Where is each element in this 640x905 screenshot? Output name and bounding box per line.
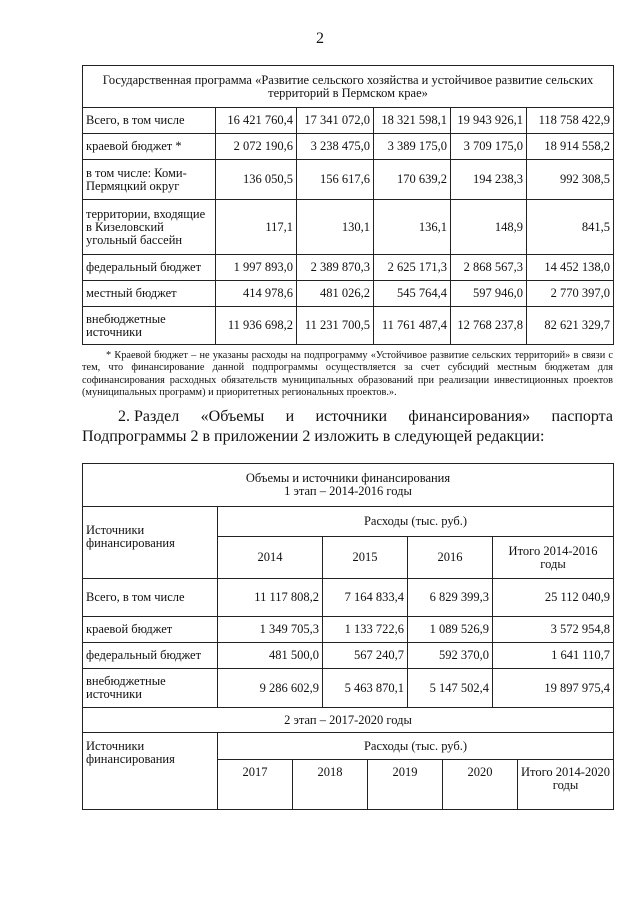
cell: 481 026,2 [297, 281, 374, 307]
cell: 136 050,5 [216, 160, 297, 200]
cell: 3 572 954,8 [493, 617, 614, 643]
word: и [285, 408, 295, 425]
subprogram-stage2-table [82, 732, 614, 810]
cell: 1 997 893,0 [216, 255, 297, 281]
sources-header: Источники финансирования [83, 507, 218, 579]
row-label: краевой бюджет * [83, 134, 216, 160]
cell: 14 452 138,0 [527, 255, 614, 281]
title-line-1: Объемы и источники финансирования [245, 471, 451, 485]
title-line-2: 1 этап – 2014-2016 годы [284, 484, 412, 498]
cell: 1 133 722,6 [323, 617, 408, 643]
table-row [83, 160, 614, 200]
year-header: 2018 [293, 760, 368, 810]
cell: 841,5 [527, 200, 614, 255]
cell: 11 936 698,2 [216, 307, 297, 345]
cell: 1 089 526,9 [408, 617, 493, 643]
row-label: внебюджетные источники [83, 307, 216, 345]
footnote [82, 350, 613, 399]
program-title: Государственная программа «Развитие сельского хозяйства и устойчивое развитие сельских территорий в Пермском крае» [83, 66, 614, 108]
cell: 82 621 329,7 [527, 307, 614, 345]
cell: 9 286 602,9 [218, 669, 323, 708]
cell: 19 897 975,4 [493, 669, 614, 708]
table-row [83, 134, 614, 160]
cell: 118 758 422,9 [527, 108, 614, 134]
cell: 11 231 700,5 [297, 307, 374, 345]
cell: 1 641 110,7 [493, 643, 614, 669]
footnote-text: * Краевой бюджет – не указаны расходы на подпрограмму «Устойчивое развитие сельских территорий» в связи с тем, что финансирование данной подпрограммы осуществляется за счет субсидий местным бюджетам для софинансирования расходных обязательств муниципальных образований при реализации инвестиционных проектов (муниципальных программ) и приоритетных региональных проектов.». [82, 350, 613, 398]
expenses-header: Расходы (тыс. руб.) [218, 507, 614, 537]
row-label: краевой бюджет [83, 617, 218, 643]
cell: 25 112 040,9 [493, 579, 614, 617]
cell: 6 829 399,3 [408, 579, 493, 617]
cell: 3 389 175,0 [374, 134, 451, 160]
table-row [83, 617, 614, 643]
cell: 148,9 [451, 200, 527, 255]
word: источники [315, 408, 388, 425]
table-row [83, 108, 614, 134]
program-funding-table [82, 65, 614, 345]
table-row [83, 307, 614, 345]
total-header: Итого 2014-2020 годы [518, 760, 614, 810]
year-header: 2015 [323, 537, 408, 579]
year-header: 2014 [218, 537, 323, 579]
cell: 136,1 [374, 200, 451, 255]
cell: 11 761 487,4 [374, 307, 451, 345]
cell: 2 770 397,0 [527, 281, 614, 307]
paragraph-line-1 [82, 407, 613, 427]
year-header: 2020 [443, 760, 518, 810]
year-header: 2019 [368, 760, 443, 810]
stage2-title: 2 этап – 2017-2020 годы [83, 708, 614, 733]
row-label: федеральный бюджет [83, 643, 218, 669]
cell: 19 943 926,1 [451, 108, 527, 134]
cell: 156 617,6 [297, 160, 374, 200]
cell: 992 308,5 [527, 160, 614, 200]
table-row [83, 643, 614, 669]
cell: 194 238,3 [451, 160, 527, 200]
word: паспорта [551, 408, 613, 425]
row-label: местный бюджет [83, 281, 216, 307]
cell: 18 914 558,2 [527, 134, 614, 160]
cell: 592 370,0 [408, 643, 493, 669]
cell: 2 389 870,3 [297, 255, 374, 281]
table-row [83, 579, 614, 617]
cell: 1 349 705,3 [218, 617, 323, 643]
cell: 5 147 502,4 [408, 669, 493, 708]
cell: 5 463 870,1 [323, 669, 408, 708]
table-row [83, 669, 614, 708]
cell: 117,1 [216, 200, 297, 255]
cell: 2 868 567,3 [451, 255, 527, 281]
word: «Объемы [200, 408, 265, 425]
stage1-title [83, 464, 614, 507]
table-row [83, 200, 614, 255]
expenses-header: Расходы (тыс. руб.) [218, 733, 614, 760]
cell: 2 072 190,6 [216, 134, 297, 160]
cell: 567 240,7 [323, 643, 408, 669]
cell: 11 117 808,2 [218, 579, 323, 617]
cell: 18 321 598,1 [374, 108, 451, 134]
row-label: Всего, в том числе [83, 108, 216, 134]
cell: 17 341 072,0 [297, 108, 374, 134]
table-row [83, 281, 614, 307]
year-header: 2017 [218, 760, 293, 810]
cell: 3 238 475,0 [297, 134, 374, 160]
row-label: внебюджетные источники [83, 669, 218, 708]
word: финансирования» [408, 408, 531, 425]
cell: 7 164 833,4 [323, 579, 408, 617]
table-row [83, 255, 614, 281]
cell: 16 421 760,4 [216, 108, 297, 134]
word: 2. Раздел [118, 408, 180, 425]
subprogram-stage1-table [82, 463, 614, 733]
cell: 414 978,6 [216, 281, 297, 307]
cell: 2 625 171,3 [374, 255, 451, 281]
row-label: федеральный бюджет [83, 255, 216, 281]
row-label: территории, входящие в Кизеловский угольный бассейн [83, 200, 216, 255]
page-number: 2 [316, 30, 324, 47]
cell: 481 500,0 [218, 643, 323, 669]
row-label: в том числе: Коми-Пермяцкий округ [83, 160, 216, 200]
total-header: Итого 2014-2016 годы [493, 537, 614, 579]
paragraph-line-2: Подпрограммы 2 в приложении 2 изложить в следующей редакции: [82, 428, 545, 445]
cell: 130,1 [297, 200, 374, 255]
sources-header: Источники финансирования [83, 733, 218, 810]
cell: 3 709 175,0 [451, 134, 527, 160]
cell: 170 639,2 [374, 160, 451, 200]
cell: 545 764,4 [374, 281, 451, 307]
cell: 597 946,0 [451, 281, 527, 307]
row-label: Всего, в том числе [83, 579, 218, 617]
year-header: 2016 [408, 537, 493, 579]
cell: 12 768 237,8 [451, 307, 527, 345]
amendment-paragraph [82, 407, 613, 447]
